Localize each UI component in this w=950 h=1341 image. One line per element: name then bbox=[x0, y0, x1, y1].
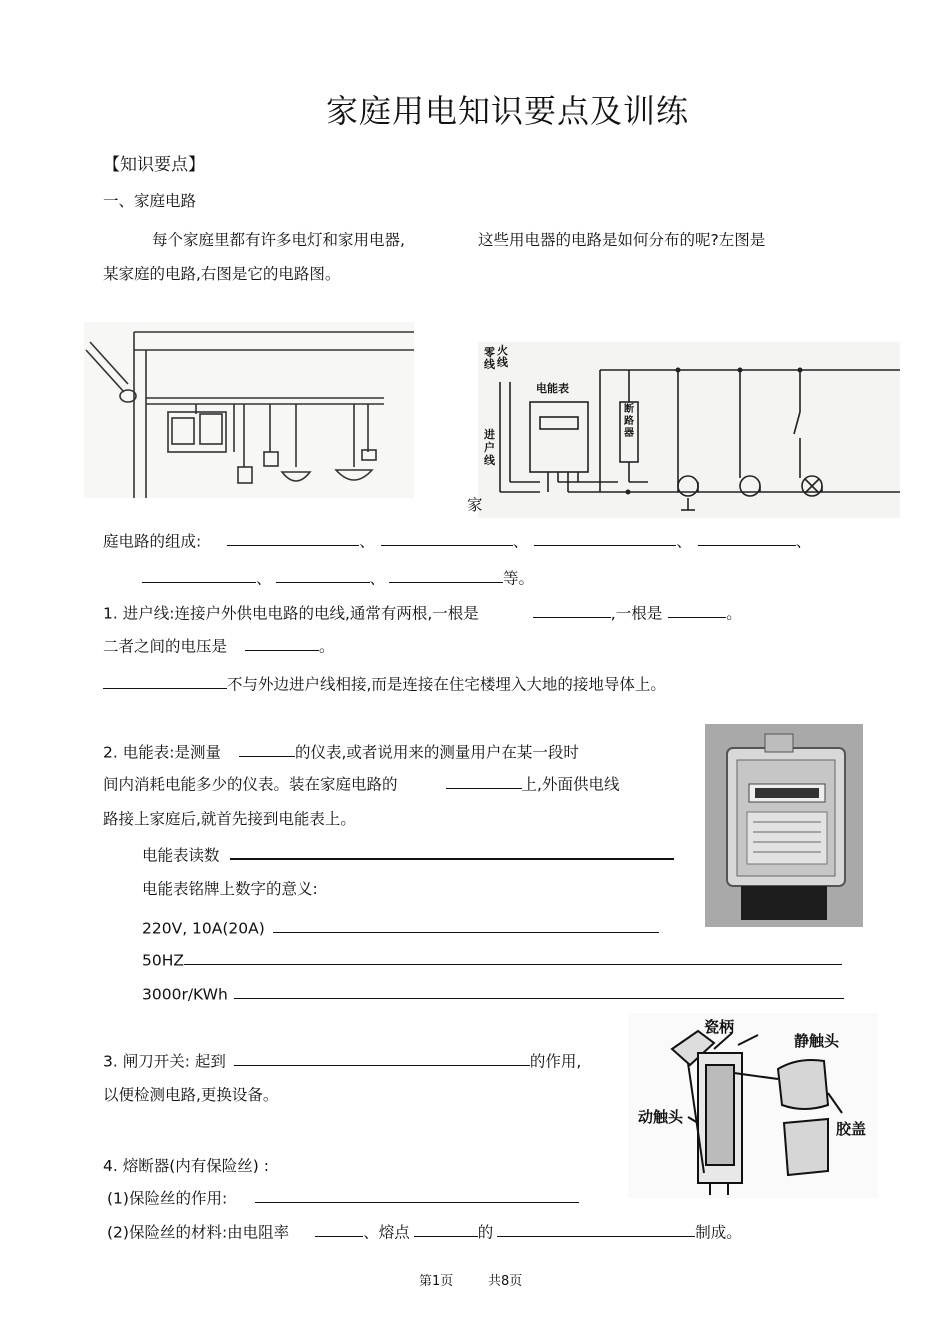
label-moving-contact: 动触头 bbox=[638, 1108, 684, 1126]
answer-blank[interactable] bbox=[227, 529, 359, 546]
intro-line-1b: 这些用电器的电路是如何分布的呢?左图是 bbox=[478, 231, 766, 249]
item3-text: 3. 闸刀开关: 起到 bbox=[103, 1052, 226, 1071]
label-neutral: 零线 bbox=[484, 346, 495, 371]
meter-reading-line bbox=[142, 842, 674, 865]
item3-line-2: 以便检测电路,更换设备。 bbox=[103, 1086, 279, 1104]
item4-text: 、熔点 bbox=[363, 1223, 410, 1242]
item1-text: 。 bbox=[319, 637, 335, 656]
answer-blank[interactable] bbox=[142, 566, 256, 583]
house-wiring-illustration bbox=[84, 322, 414, 498]
item1-line-3 bbox=[103, 672, 666, 694]
spec-label: 220V, 10A(20A) bbox=[142, 919, 265, 938]
item2-text: 的仪表,或者说用来的测量用户在某一段时 bbox=[294, 743, 579, 762]
answer-blank[interactable] bbox=[381, 529, 513, 546]
composition-fragment: 家 bbox=[467, 496, 483, 514]
item2-line-2 bbox=[103, 772, 619, 794]
item1-text: 不与外边进户线相接,而是连接在住宅楼埋入大地的接地导体上。 bbox=[227, 675, 666, 694]
item2-text: 2. 电能表:是测量 bbox=[103, 743, 221, 762]
item3-text: 的作用, bbox=[529, 1052, 582, 1071]
item4-line-3 bbox=[107, 1220, 742, 1242]
item4-text: 的 bbox=[477, 1223, 494, 1242]
answer-blank[interactable] bbox=[230, 842, 674, 860]
meter-reading-label: 电能表读数 bbox=[142, 846, 220, 865]
label-incoming: 进户线 bbox=[484, 428, 495, 467]
label-static-contact: 静触头 bbox=[794, 1032, 840, 1050]
item4-text: (1)保险丝的作用: bbox=[107, 1189, 228, 1208]
page-title: 家庭用电知识要点及训练 bbox=[326, 92, 690, 130]
item1-line-1 bbox=[103, 601, 742, 623]
answer-blank[interactable] bbox=[255, 1186, 579, 1203]
answer-blank[interactable] bbox=[315, 1220, 363, 1237]
label-breaker: 断路器 bbox=[624, 404, 634, 439]
label-meter: 电能表 bbox=[536, 382, 569, 395]
intro-line-2: 某家庭的电路,右图是它的电路图。 bbox=[103, 265, 341, 283]
label-live: 火线 bbox=[497, 344, 508, 369]
answer-blank[interactable] bbox=[234, 982, 844, 999]
item4-line-1: 4. 熔断器(内有保险丝) : bbox=[103, 1157, 269, 1175]
separator: 、 bbox=[676, 532, 692, 551]
answer-blank[interactable] bbox=[533, 601, 611, 618]
answer-blank[interactable] bbox=[239, 740, 295, 757]
section-heading: 【知识要点】 bbox=[103, 155, 205, 175]
answer-blank[interactable] bbox=[276, 566, 370, 583]
composition-line-2 bbox=[142, 566, 534, 588]
intro-line-1a: 每个家庭里都有许多电灯和家用电器, bbox=[152, 231, 405, 249]
spec-label: 50HZ bbox=[142, 951, 184, 970]
separator: 、 bbox=[795, 532, 812, 551]
total-pages: 共8页 bbox=[488, 1274, 523, 1289]
spec-label: 3000r/KWh bbox=[142, 985, 228, 1004]
nameplate-heading: 电能表铭牌上数字的意义: bbox=[142, 880, 318, 898]
answer-blank[interactable] bbox=[414, 1220, 478, 1237]
item4-text: (2)保险丝的材料:由电阻率 bbox=[107, 1223, 290, 1242]
answer-blank[interactable] bbox=[389, 566, 503, 583]
page-number: 第1页 bbox=[419, 1274, 454, 1289]
item2-text: 上,外面供电线 bbox=[521, 775, 620, 794]
item1-text: 1. 进户线:连接户外供电电路的电线,通常有两根,一根是 bbox=[103, 604, 479, 623]
answer-blank[interactable] bbox=[234, 1049, 530, 1066]
spec-line-3 bbox=[142, 982, 844, 1003]
label-handle: 瓷柄 bbox=[704, 1018, 735, 1036]
label-cover: 胶盖 bbox=[836, 1120, 867, 1138]
separator: 、 bbox=[369, 569, 386, 588]
answer-blank[interactable] bbox=[103, 672, 227, 689]
answer-blank[interactable] bbox=[184, 948, 842, 965]
composition-label: 庭电路的组成: bbox=[103, 532, 202, 551]
item1-text: ,一根是 bbox=[610, 604, 663, 623]
spec-line-2 bbox=[142, 948, 842, 969]
separator: 、 bbox=[512, 532, 529, 551]
item2-text: 间内消耗电能多少的仪表。装在家庭电路的 bbox=[103, 775, 398, 794]
spec-line-1 bbox=[142, 916, 659, 937]
item3-line-1 bbox=[103, 1049, 581, 1071]
item4-line-2 bbox=[107, 1186, 579, 1208]
separator: 、 bbox=[256, 569, 272, 588]
answer-blank[interactable] bbox=[698, 529, 796, 546]
answer-blank[interactable] bbox=[668, 601, 726, 618]
composition-line-1 bbox=[103, 529, 811, 551]
item2-line-1 bbox=[103, 740, 579, 762]
composition-end: 等。 bbox=[503, 569, 535, 588]
circuit-diagram bbox=[478, 342, 900, 518]
item1-line-2 bbox=[103, 634, 335, 656]
separator: 、 bbox=[359, 532, 375, 551]
answer-blank[interactable] bbox=[245, 634, 319, 651]
answer-blank[interactable] bbox=[273, 916, 659, 933]
item1-text: 。 bbox=[726, 604, 742, 623]
item2-line-3: 路接上家庭后,就首先接到电能表上。 bbox=[103, 810, 356, 828]
answer-blank[interactable] bbox=[497, 1220, 695, 1237]
item1-text: 二者之间的电压是 bbox=[103, 637, 228, 656]
sub-heading: 一、家庭电路 bbox=[103, 192, 197, 210]
answer-blank[interactable] bbox=[446, 772, 522, 789]
electric-meter-photo bbox=[705, 724, 863, 927]
item4-text: 制成。 bbox=[695, 1223, 742, 1242]
answer-blank[interactable] bbox=[534, 529, 676, 546]
